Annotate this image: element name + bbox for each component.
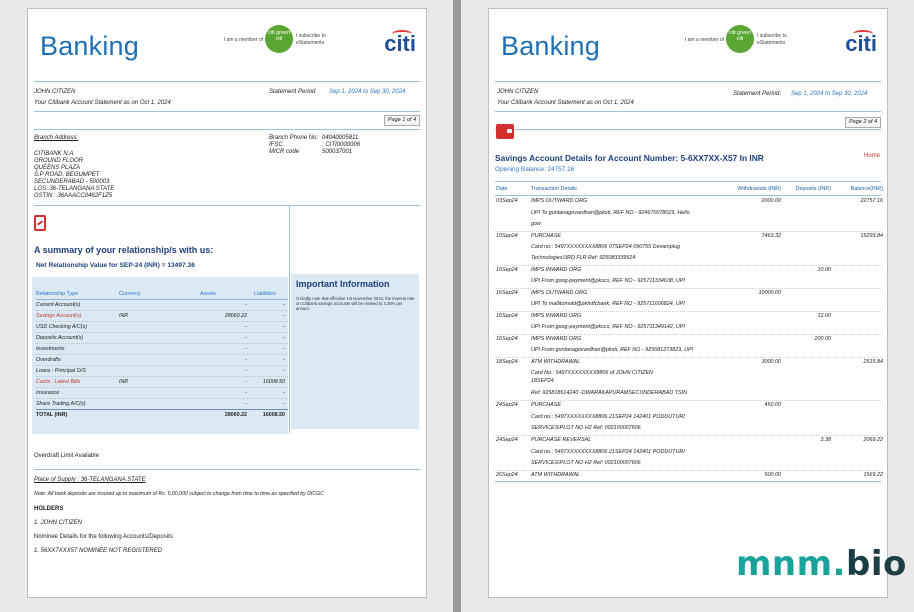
divider xyxy=(495,181,881,182)
row-rule xyxy=(495,288,881,289)
txn-date: 16Sep24 xyxy=(496,267,518,273)
txn-withdrawal: 3000.00 xyxy=(761,359,781,365)
row-liabilities: - xyxy=(283,335,285,341)
row-currency: INR xyxy=(119,379,129,385)
txn-date: 03Sep24 xyxy=(496,198,518,204)
deposit-note: Note: All bank deposits are insured up to maximum of Rs. 5,00,000 subject to change from time to time as specified by DICGC xyxy=(34,491,324,497)
member-text: I am a member of xyxy=(223,37,263,43)
divider xyxy=(495,111,881,112)
row-assets: - xyxy=(245,357,247,363)
nominee-label: Nominee Details for the following Accounts/Deposits xyxy=(34,534,173,540)
nominee-detail: 1. 56XX7XXX57 NOMINEE NOT REGISTERED xyxy=(34,548,163,554)
branch-line: QUEENS PLAZA xyxy=(34,165,81,171)
row-type: Current Account(s) xyxy=(36,302,81,308)
page-separator xyxy=(453,0,461,612)
micr-label: MICR code xyxy=(269,149,300,155)
txn-details: IMPS OUTWARD ORG xyxy=(531,198,588,204)
row-liabilities: - xyxy=(283,346,285,352)
col-deposits: Deposits (INR) xyxy=(795,186,831,192)
txn-balance: 2515.84 xyxy=(863,359,883,365)
txn-withdrawal: 2000.00 xyxy=(761,198,781,204)
table-end-rule xyxy=(495,481,881,482)
row-rule xyxy=(495,311,881,312)
statement-page-2 xyxy=(488,8,888,598)
txn-sub: Ref: 925818614240 -DWARAKAPURAMSECUNDERABAD TSIN xyxy=(531,390,687,396)
txn-details: IMPS INWARD ORG xyxy=(531,336,582,342)
important-information-box xyxy=(291,274,419,429)
divider xyxy=(34,469,420,470)
branch-line: SECUNDERABAD - 500003 xyxy=(34,179,110,185)
page-number: Page 1 of 4 xyxy=(384,115,420,126)
account-statement-line: Your Citibank Account Statement as on Oct 1, 2024 xyxy=(34,100,171,106)
branch-phone-value: 04040005811 xyxy=(322,135,359,141)
row-rule xyxy=(36,365,288,366)
row-type: Deposits Account(s) xyxy=(36,335,84,341)
estatements-text: I subscribe to eStatements xyxy=(296,33,326,46)
txn-withdrawal: 10000.00 xyxy=(758,290,781,296)
statement-period-label: Statement Period: xyxy=(733,91,782,97)
txn-date: 16Sep24 xyxy=(496,336,518,342)
txn-date: 16Sep24 xyxy=(496,290,518,296)
branch-line: LOS: 36-TELANGANA STATE xyxy=(34,186,115,192)
txn-balance: 2069.22 xyxy=(863,437,883,443)
divider xyxy=(34,81,420,82)
txn-withdrawal: 450.00 xyxy=(764,402,781,408)
row-liabilities: - xyxy=(283,313,285,319)
citi-green-badge-icon: citi green citi xyxy=(265,25,293,53)
txn-sub: Card no.: 5497XXXXXXXX8806 07SEP24 090755 Devamplug xyxy=(531,244,680,250)
important-information-title: Important Information xyxy=(296,279,390,289)
header-rule xyxy=(36,299,288,300)
statement-page-1 xyxy=(27,8,427,598)
branch-line: CITIBANK N.A. xyxy=(34,151,76,157)
row-assets: - xyxy=(245,324,247,330)
row-type: Cards : Latest Bills xyxy=(36,379,81,385)
txn-balance: 15293.84 xyxy=(860,233,883,239)
row-liabilities: 16008.50 xyxy=(262,379,285,385)
row-type: Share Trading A/C(s) xyxy=(36,401,86,407)
row-liabilities: - xyxy=(283,401,285,407)
statement-period-label: Statement Period xyxy=(269,89,316,95)
watermark xyxy=(736,544,907,584)
important-information-text: O kindly note that effective 1st November 2024, the interest rate on Citibank savings accounts will be revised to 3.25% per annum. xyxy=(296,296,415,312)
row-rule xyxy=(495,231,881,232)
row-type: Savings Account(s) xyxy=(36,313,82,319)
txn-details: IMPS INWARD ORG xyxy=(531,313,582,319)
txn-details: IMPS OUTWARD ORG xyxy=(531,290,588,296)
row-rule xyxy=(495,400,881,401)
branch-line: GROUND FLOOR xyxy=(34,158,84,164)
home-link[interactable]: Home xyxy=(864,153,881,159)
txn-sub: UPI From guntanagovardhan@pksti, REF NO - 925681273823, UPI xyxy=(531,347,694,353)
txn-deposit: 12.00 xyxy=(817,313,831,319)
watermark-part: mnm. xyxy=(736,544,846,584)
col-currency: Currency xyxy=(119,291,141,297)
txn-sub: Card No.: 5497XXXXXXXX8806 of JOHN CITIZEN xyxy=(531,370,653,376)
txn-date: 24Sep24 xyxy=(496,437,518,443)
txn-balance: 1569.22 xyxy=(863,472,883,478)
txn-sub: UPI To mallitomold@pkhdfcbank, REF NO - 925711606824, UPI xyxy=(531,301,685,307)
row-rule xyxy=(36,343,288,344)
col-assets: Assets xyxy=(200,291,216,297)
txn-sub: Card no.: 5497XXXXXXXX8806 21SEP24 142401 PODDUTURI xyxy=(531,414,685,420)
row-assets: 28060.22 xyxy=(224,313,247,319)
citi-logo: citi xyxy=(845,31,877,56)
txn-sub: SERVICES\PLOT NO H2 Ref: 002100007606 xyxy=(531,460,641,466)
row-assets: - xyxy=(245,379,247,385)
txn-date: 16Sep24 xyxy=(496,313,518,319)
branch-line: S.P ROAD, BEGUMPET xyxy=(34,172,100,178)
banking-title: Banking xyxy=(40,31,139,61)
ifsc-value: : CITI0000006 xyxy=(322,142,361,148)
txn-sub: Technologies\3RD FLR Ref: 925083339524 xyxy=(531,255,636,261)
wallet-icon xyxy=(496,124,514,139)
row-rule xyxy=(36,398,288,399)
row-rule xyxy=(36,387,288,388)
row-currency: INR xyxy=(119,313,129,319)
ifsc-label: IFSC xyxy=(269,142,283,148)
row-type: Loans : Principal O/S xyxy=(36,368,86,374)
total-label: TOTAL (INR) xyxy=(36,412,68,418)
row-liabilities: - xyxy=(283,390,285,396)
row-rule xyxy=(495,334,881,335)
txn-deposit: 200.00 xyxy=(814,336,831,342)
row-rule xyxy=(495,435,881,436)
row-type: Overdrafts xyxy=(36,357,61,363)
row-liabilities: - xyxy=(283,302,285,308)
banking-title: Banking xyxy=(501,31,600,61)
row-rule xyxy=(495,470,881,471)
row-assets: - xyxy=(245,390,247,396)
txn-details: PURCHASE xyxy=(531,402,561,408)
page-number: Page 2 of 4 xyxy=(845,117,881,128)
micr-value: 500037001 xyxy=(322,149,353,155)
txn-details: ATM WITHDRAWAL xyxy=(531,359,581,365)
txn-sub: UPI From goog-payment@pkscs, REF NO - 925711334638, UPI xyxy=(531,278,685,284)
txn-deposit: 10.00 xyxy=(817,267,831,273)
relationship-summary-table xyxy=(32,277,288,434)
divider xyxy=(495,129,881,130)
account-statement-line: Your Citibank Account Statement as on Oct 1, 2024 xyxy=(497,100,634,106)
row-assets: - xyxy=(245,335,247,341)
header-rule xyxy=(495,195,881,196)
row-type: USD Checking A/C(s) xyxy=(36,324,88,330)
txn-details: IMPS INWARD ORG xyxy=(531,267,582,273)
txn-details: PURCHASE REVERSAL xyxy=(531,437,592,443)
txn-date: 26Sep24 xyxy=(496,472,518,478)
place-of-supply: Place of Supply : 36-TELANGANA STATE xyxy=(34,477,146,483)
row-assets: - xyxy=(245,346,247,352)
txn-date: 24Sep24 xyxy=(496,402,518,408)
divider xyxy=(34,111,420,112)
row-rule xyxy=(36,376,288,377)
row-type: Investments xyxy=(36,346,65,352)
row-rule xyxy=(36,354,288,355)
row-rule xyxy=(36,321,288,322)
row-assets: - xyxy=(245,302,247,308)
txn-sub: UPI From goog-payment@pkscs, REF NO - 925711349142, UPI xyxy=(531,324,685,330)
member-text: I am a member of xyxy=(684,37,724,43)
row-rule xyxy=(36,310,288,311)
holder-name: 1. JOHN CITIZEN xyxy=(34,520,83,526)
savings-account-title: Savings Account Details for Account Number: 5-6XX7XX-X57 In INR xyxy=(495,153,764,163)
txn-sub: UPI To guntanagovardhan@pksti, REF NO - 924670078029, Hello xyxy=(531,210,690,216)
branch-line: GSTIN : 36AAACC0462F1Z5 xyxy=(34,193,113,199)
col-withdrawals: Withdrawals (INR) xyxy=(737,186,781,192)
row-liabilities: - xyxy=(283,368,285,374)
document-icon xyxy=(34,215,46,231)
column-divider xyxy=(289,205,290,433)
row-type: Insurance xyxy=(36,390,60,396)
divider xyxy=(34,129,420,130)
txn-deposit: 3.38 xyxy=(820,437,831,443)
txn-withdrawal: 500.00 xyxy=(764,472,781,478)
divider xyxy=(495,81,881,82)
row-assets: - xyxy=(245,401,247,407)
row-rule xyxy=(495,265,881,266)
col-date: Date xyxy=(496,186,508,192)
branch-phone-label: Branch Phone No: xyxy=(269,135,319,141)
statement-period-value: Sep 1, 2024 to Sep 30, 2024 xyxy=(329,89,406,95)
customer-name: JOHN CITIZEN xyxy=(497,89,539,95)
citi-green-badge-icon: citi green citi xyxy=(726,25,754,53)
txn-withdrawal: 7463.32 xyxy=(761,233,781,239)
opening-balance: Opening Balance: 24757.16 xyxy=(495,166,575,173)
col-balance: Balance(INR) xyxy=(850,186,883,192)
txn-sub: SERVICES\PLOT NO H2 Ref: 002100007606 xyxy=(531,425,641,431)
net-relationship-value: Net Relationship Value for SEP-24 (INR) = 13497.36 xyxy=(36,262,195,269)
txn-details: PURCHASE xyxy=(531,233,561,239)
col-transaction-details: Transaction Details xyxy=(531,186,577,192)
total-rule xyxy=(36,409,288,410)
txn-balance: 22757.16 xyxy=(860,198,883,204)
row-assets: - xyxy=(245,368,247,374)
total-assets: 28060.22 xyxy=(224,412,247,418)
txn-date: 18Sep24 xyxy=(496,359,518,365)
txn-sub: gow xyxy=(531,221,541,227)
col-relationship-type: Relationship Type xyxy=(36,291,79,297)
row-liabilities: - xyxy=(283,357,285,363)
txn-date: 10Sep24 xyxy=(496,233,518,239)
estatements-text: I subscribe to eStatements xyxy=(757,33,787,46)
customer-name: JOHN CITIZEN xyxy=(34,89,76,95)
txn-sub: Card no.: 5497XXXXXXXX8806 21SEP24 142401 PODDUTURI xyxy=(531,449,685,455)
overdraft-label: Overdraft Limit Available xyxy=(34,453,99,459)
divider xyxy=(34,205,420,206)
total-liabilities: 16008.50 xyxy=(262,412,285,418)
row-rule xyxy=(495,357,881,358)
citi-logo: citi xyxy=(384,31,416,56)
watermark-part: bio xyxy=(845,544,907,584)
summary-title: A summary of your relationship/s with us: xyxy=(34,245,214,255)
col-liabilities: Liabilities xyxy=(254,291,276,297)
branch-address-label: Branch Address: xyxy=(34,135,79,141)
holders-label: HOLDERS xyxy=(34,506,64,512)
txn-details: ATM WITHDRAWAL xyxy=(531,472,581,478)
row-rule xyxy=(36,332,288,333)
row-liabilities: - xyxy=(283,324,285,330)
statement-period-value: Sep 1, 2024 to Sep 30, 2024 xyxy=(791,91,868,97)
txn-sub: 18SEP24 xyxy=(531,378,554,384)
